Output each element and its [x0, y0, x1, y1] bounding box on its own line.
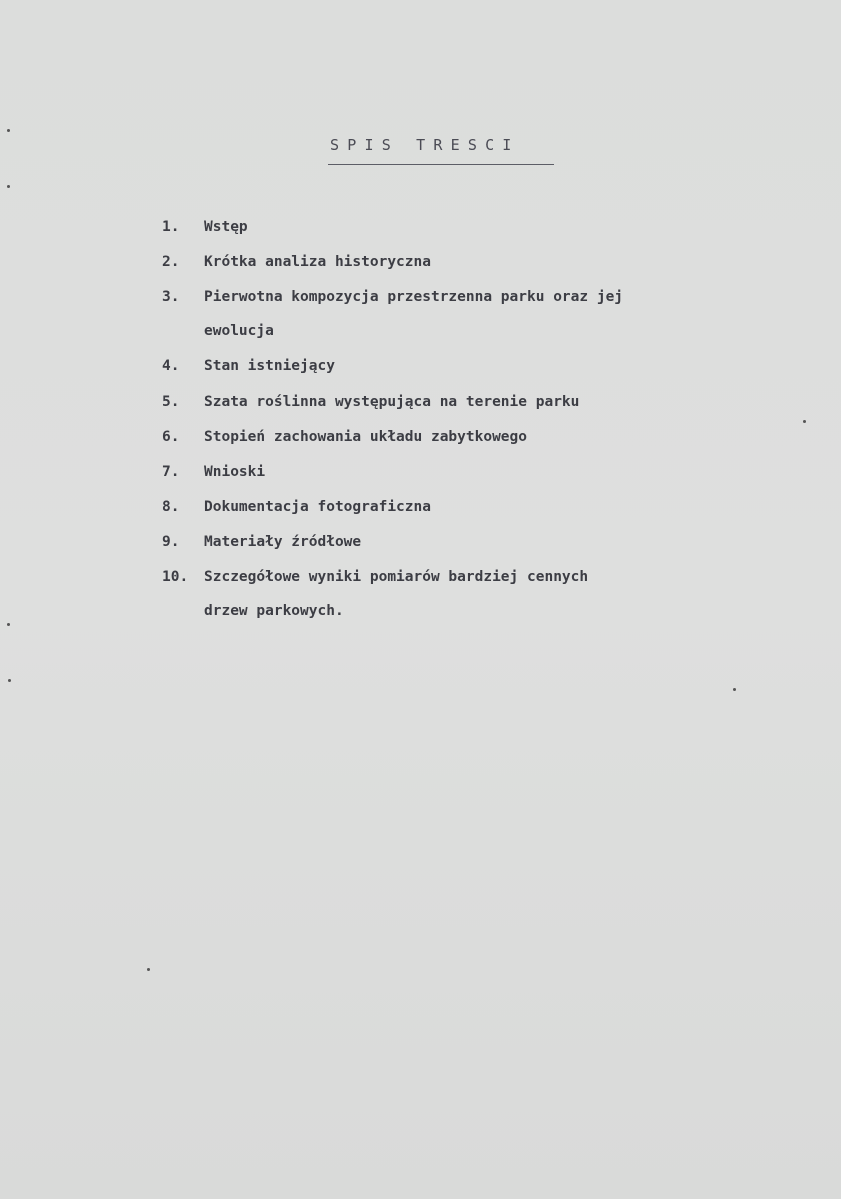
toc-item-text: Materiały źródłowe: [204, 534, 362, 550]
toc-item-number: 7.: [162, 464, 180, 480]
scan-speck: [147, 968, 150, 971]
scan-speck: [733, 688, 736, 691]
toc-item-number: 2.: [162, 254, 180, 270]
toc-item-number: 5.: [162, 394, 180, 410]
toc-item-number: 1.: [162, 219, 180, 235]
toc-item-text: Wstęp: [204, 219, 248, 235]
toc-item-text: Stan istniejący: [204, 358, 335, 374]
scan-speck: [7, 129, 10, 132]
toc-item-number: 10.: [162, 569, 189, 585]
scan-speck: [8, 679, 11, 682]
scan-speck: [7, 185, 10, 188]
toc-item-text: Pierwotna kompozycja przestrzenna parku oraz jej: [204, 289, 624, 305]
toc-item-text: Wnioski: [204, 464, 266, 480]
scan-speck: [803, 420, 806, 423]
scan-speck: [7, 623, 10, 626]
toc-item-number: 3.: [162, 289, 180, 305]
toc-item-number: 4.: [162, 358, 180, 374]
toc-item-number: 8.: [162, 499, 180, 515]
toc-item-text: Szata roślinna występująca na terenie parku: [204, 394, 580, 410]
toc-item-text: Stopień zachowania układu zabytkowego: [204, 429, 528, 445]
toc-item-continuation: ewolucja: [204, 323, 274, 339]
toc-item-text: Szczegółowe wyniki pomiarów bardziej cennych: [204, 569, 589, 585]
toc-item-number: 9.: [162, 534, 180, 550]
toc-item-text: Dokumentacja fotograficzna: [204, 499, 431, 515]
toc-item-text: Krótka analiza historyczna: [204, 254, 431, 270]
toc-item-number: 6.: [162, 429, 180, 445]
page-title: SPIS TRESCI: [330, 136, 520, 154]
toc-item-continuation: drzew parkowych.: [204, 603, 344, 619]
